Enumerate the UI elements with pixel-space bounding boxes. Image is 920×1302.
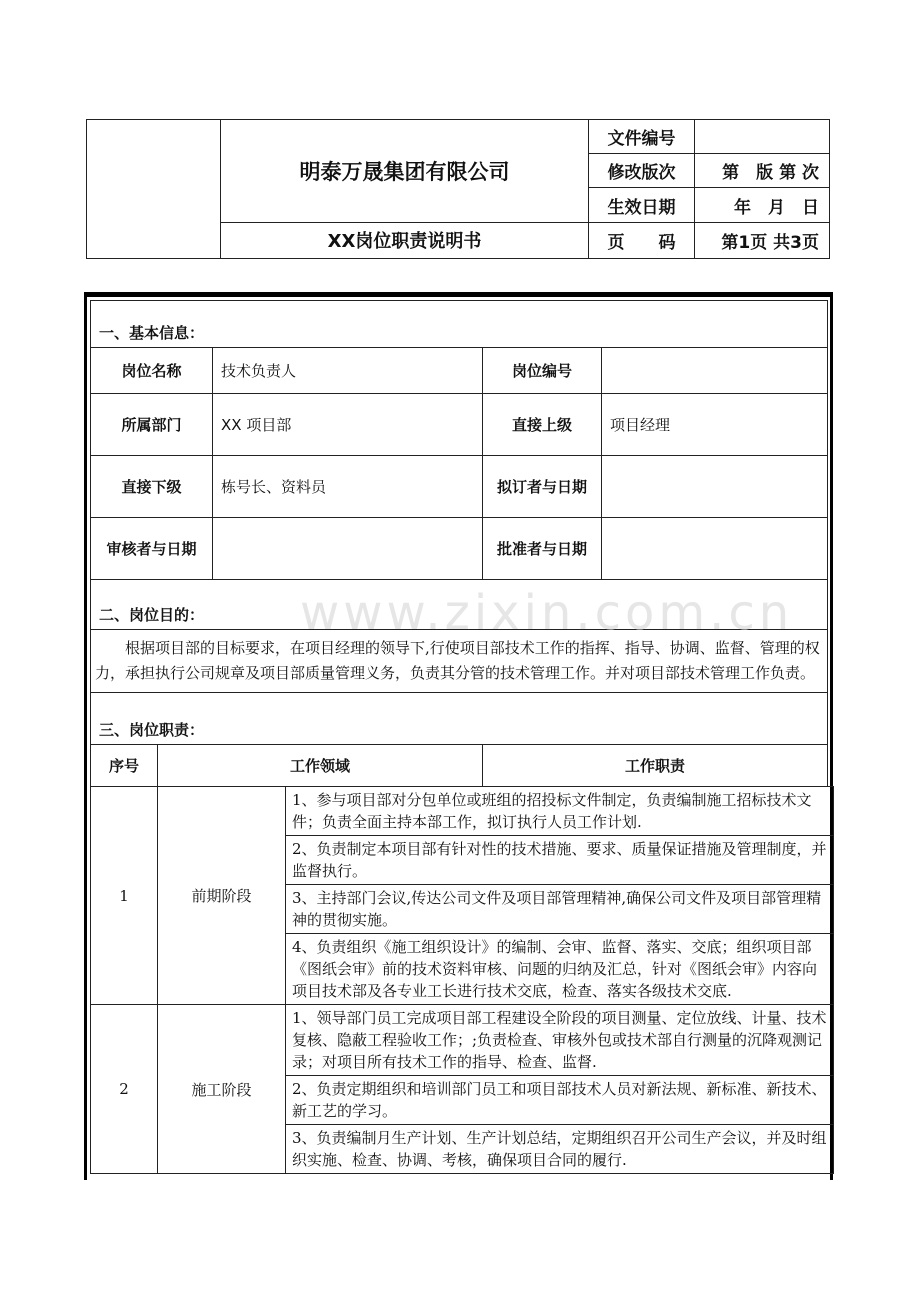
label-direct-subordinate: 直接下级 [91, 456, 213, 518]
value-drafter-date [602, 456, 828, 518]
header-area: 工作领域 [158, 745, 483, 787]
label-position-name: 岗位名称 [91, 348, 213, 394]
purpose-text: 根据项目部的目标要求，在项目经理的领导下,行使项目部技术工作的指挥、指导、协调、监督、管理的权力，承担执行公司规章及项目部质量管理义务，负责其分管的技术管理工作。并对项目部技术管理工作负责。 [91, 630, 828, 693]
info-row [91, 456, 828, 518]
duty-item: 1、领导部门员工完成项目部工程建设全阶段的项目测量、定位放线、计量、技术复核、隐蔽工程验收工作；;负责检查、审核外包或技术部自行测量的沉降观测记录；对项目所有技术工作的指导、检查、监督. [286, 1005, 834, 1076]
group-no: 2 [91, 1005, 158, 1174]
effective-date-label: 生效日期 [589, 188, 695, 222]
label-drafter-date: 拟订者与日期 [483, 456, 602, 518]
info-row [91, 348, 828, 394]
group-area: 施工阶段 [158, 1005, 286, 1174]
value-department: XX 项目部 [213, 394, 483, 456]
company-name: 明泰万晟集团有限公司 [221, 120, 589, 223]
page-value: 第1页 共3页 [695, 222, 830, 258]
header-duty: 工作职责 [483, 745, 828, 787]
duties-table [90, 786, 834, 1174]
doc-number-label: 文件编号 [589, 120, 695, 154]
job-description-frame [84, 292, 833, 1180]
label-department: 所属部门 [91, 394, 213, 456]
value-direct-superior: 项目经理 [602, 394, 828, 456]
section-basic-info-title: 一、基本信息： [91, 301, 828, 348]
logo-area [87, 120, 221, 259]
value-direct-subordinate: 栋号长、资料员 [213, 456, 483, 518]
revision-label: 修改版次 [589, 154, 695, 188]
doc-number-value [695, 120, 830, 154]
header-no: 序号 [91, 745, 158, 787]
group-area: 前期阶段 [158, 787, 286, 1005]
document-header [86, 119, 830, 259]
duty-item: 4、负责组织《施工组织设计》的编制、会审、监督、落实、交底；组织项目部《图纸会审》前的技术资料审核、问题的归纳及汇总，针对《图纸会审》内容向项目技术部及各专业工长进行技术交底，检查、落实各级技术交底. [286, 934, 834, 1005]
duties-header-row [91, 745, 828, 787]
duty-item: 1、参与项目部对分包单位或班组的招投标文件制定，负责编制施工招标技术文件；负责全面主持本部工作，拟订执行人员工作计划. [286, 787, 834, 836]
duty-row [91, 1005, 834, 1076]
value-approver-date [602, 518, 828, 580]
label-reviewer-date: 审核者与日期 [91, 518, 213, 580]
duty-item: 3、主持部门会议,传达公司文件及项目部管理精神,确保公司文件及项目部管理精神的贯彻实施。 [286, 885, 834, 934]
page-label: 页 码 [589, 222, 695, 258]
value-reviewer-date [213, 518, 483, 580]
section-duties-title: 三、岗位职责： [91, 693, 828, 745]
duty-item: 3、负责编制月生产计划、生产计划总结，定期组织召开公司生产会议，并及时组织实施、检查、协调、考核，确保项目合同的履行. [286, 1125, 834, 1174]
job-description-table [90, 300, 828, 787]
value-position-name: 技术负责人 [213, 348, 483, 394]
effective-date-value: 年 月 日 [695, 188, 830, 222]
info-row [91, 394, 828, 456]
section-purpose-title: 二、岗位目的： [91, 580, 828, 630]
duty-item: 2、负责定期组织和培训部门员工和项目部技术人员对新法规、新标准、新技术、新工艺的学习。 [286, 1076, 834, 1125]
document-title: XX岗位职责说明书 [221, 222, 589, 258]
value-position-code [602, 348, 828, 394]
revision-value: 第 版 第 次 [695, 154, 830, 188]
label-direct-superior: 直接上级 [483, 394, 602, 456]
duty-item: 2、负责制定本项目部有针对性的技术措施、要求、质量保证措施及管理制度，并监督执行。 [286, 836, 834, 885]
info-row [91, 518, 828, 580]
watermark: www.zixin.com.cn [300, 585, 794, 641]
duty-row [91, 787, 834, 836]
label-position-code: 岗位编号 [483, 348, 602, 394]
group-no: 1 [91, 787, 158, 1005]
label-approver-date: 批准者与日期 [483, 518, 602, 580]
